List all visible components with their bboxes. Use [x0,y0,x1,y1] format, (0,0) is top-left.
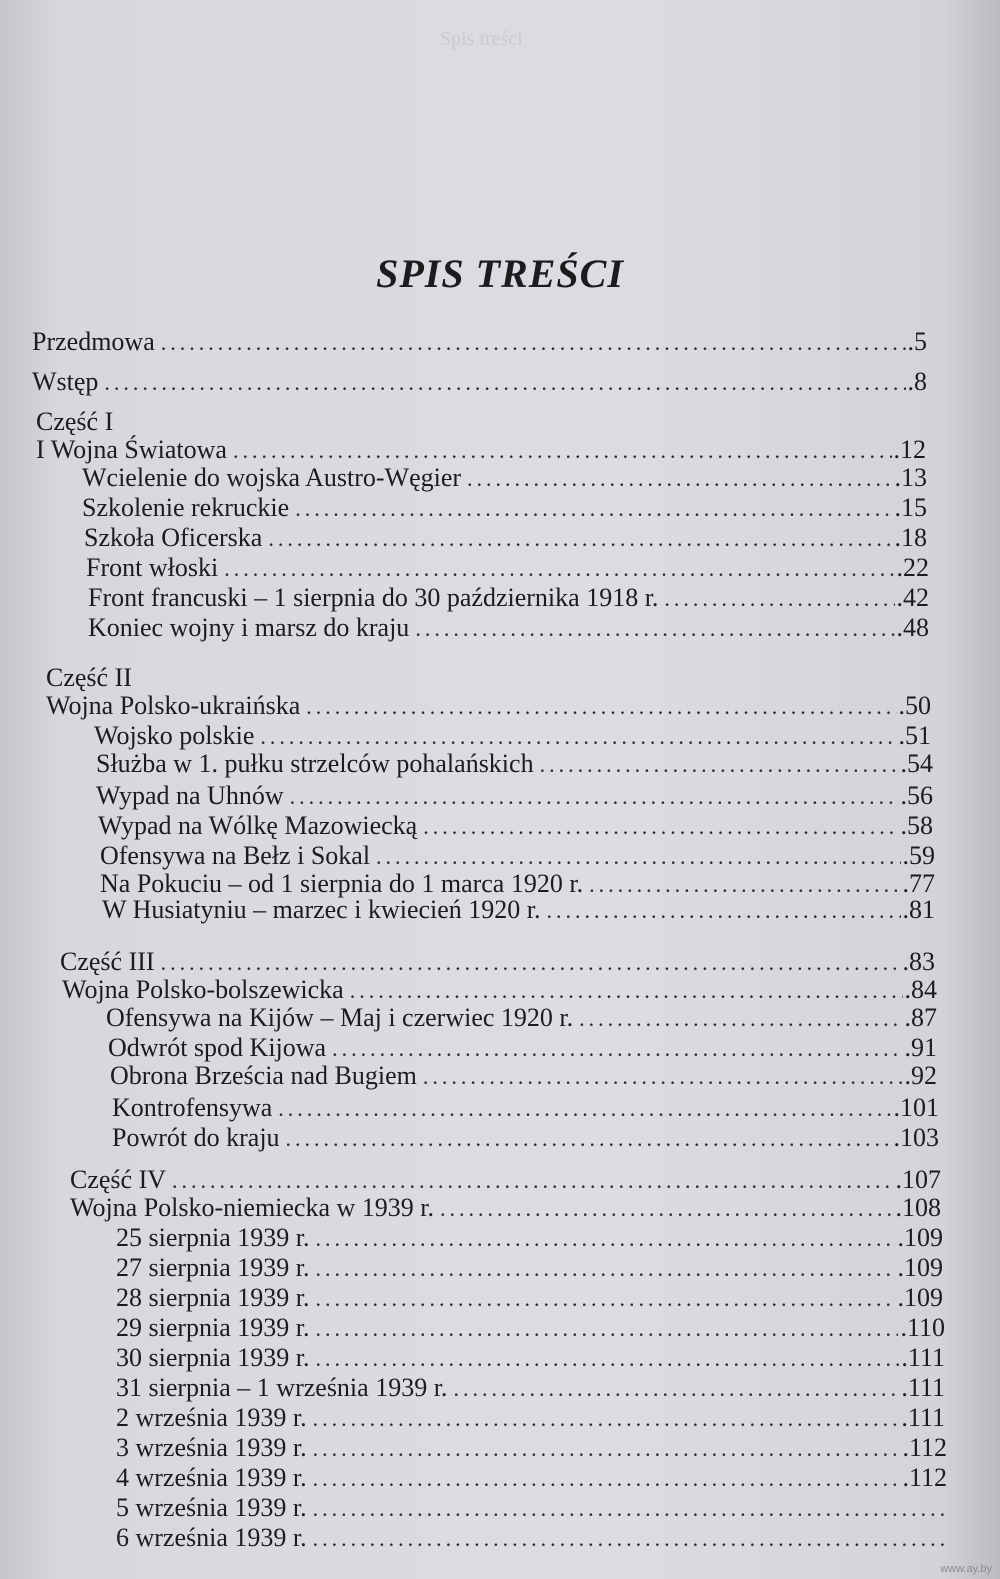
toc-entry-label: Koniec wojny i marsz do kraju [88,613,410,642]
toc-entry-label: 31 sierpnia – 1 września 1939 r. [116,1373,448,1402]
toc-entry-label: Na Pokuciu – od 1 sierpnia do 1 marca 1920 r. [100,869,584,898]
toc-entry-page: .108 [895,1193,941,1222]
toc-entry-label: 2 września 1939 r. [116,1403,307,1432]
toc-entry [96,780,933,812]
toc-entry-label: Wcielenie do wojska Austro-Węgier [82,463,462,492]
toc-entry [84,522,927,554]
toc-entry [82,462,927,494]
dot-leader [306,691,896,723]
toc-entry [96,748,933,780]
toc-entry-label: Część IV [70,1165,167,1194]
toc-entry-page: .109 [897,1223,943,1252]
dot-leader [423,811,898,843]
toc-entry-label: Wojsko polskie [94,721,255,750]
toc-entry-page: .87 [904,1003,937,1032]
toc-entry-page: .22 [896,553,929,582]
dot-leader [547,895,901,927]
toc-entry-page: .50 [898,691,931,720]
toc-entry [116,1432,947,1464]
dot-leader [316,1253,896,1285]
dot-leader [316,1223,896,1255]
toc-entry-label: Wojna Polsko-bolszewicka [62,975,344,1004]
toc-entry [112,1092,939,1124]
toc-entry [116,1312,945,1344]
dot-leader [316,1283,896,1315]
toc-entry-label: 29 sierpnia 1939 r. [116,1313,310,1342]
dot-leader [313,1523,945,1555]
toc-entry [46,690,931,722]
toc-entry-label: Wojna Polsko-ukraińska [46,691,301,720]
toc-entry-page: .51 [898,721,931,750]
toc-entry [88,612,929,644]
toc-entry-label: Szkolenie rekruckie [82,493,290,522]
toc-entry [116,1372,945,1404]
toc-entry-page: .15 [894,493,927,522]
toc-entry-page: .8 [907,367,927,396]
toc-entry [116,1462,947,1494]
toc-entry-label: Front włoski [86,553,219,582]
dot-leader [313,1403,900,1435]
toc-entry-page: .111 [901,1373,945,1402]
dot-leader [415,613,894,645]
toc-entry-label: W Husiatyniu – marzec i kwiecień 1920 r. [102,895,541,924]
toc-entry-page: .48 [896,613,929,642]
bleed-through-text: Spis treści [440,28,523,50]
toc-entry [116,1402,945,1434]
toc-entry-page: .103 [893,1123,939,1152]
dot-leader [423,1061,903,1093]
toc-entry-label: 25 sierpnia 1939 r. [116,1223,310,1252]
toc-entry-label: 3 września 1939 r. [116,1433,307,1462]
toc-entry-page: .18 [894,523,927,552]
toc-entry-page: .112 [902,1433,947,1462]
toc-entry-page: .112 [902,1463,947,1492]
dot-leader [316,1343,900,1375]
watermark: www.ay.by [940,1563,992,1575]
toc-entry-page: .109 [897,1283,943,1312]
dot-leader [104,367,905,399]
toc-entry-label: 4 września 1939 r. [116,1463,307,1492]
toc-entry-page: .109 [897,1253,943,1282]
toc-entry [116,1342,945,1374]
toc-entry-label: Powrót do kraju [112,1123,280,1152]
toc-entry-label: Kontrofensywa [112,1093,273,1122]
toc-entry [82,492,927,524]
toc-entry-page: .5 [907,327,927,356]
toc-entry [106,1002,937,1034]
toc-entry [116,1222,943,1254]
toc-entry-label: Obrona Brześcia nad Bugiem [110,1061,417,1090]
toc-entry-page: .42 [896,583,929,612]
dot-leader [161,327,906,359]
dot-leader [224,553,894,585]
toc-entry-page: .59 [902,841,935,870]
toc-entry [102,894,935,926]
toc-entry-page: .56 [900,781,933,810]
toc-entry-label: 5 września 1939 r. [116,1493,307,1522]
toc-entry [116,1252,943,1284]
dot-leader [313,1493,945,1525]
toc-entry-page: .81 [902,895,935,924]
toc-entry-label: 28 sierpnia 1939 r. [116,1283,310,1312]
toc-entry-page: .54 [900,749,933,778]
dot-leader [664,583,894,615]
toc-entry-label: Wojna Polsko-niemiecka w 1939 r. [70,1193,435,1222]
toc-entry [88,582,929,614]
toc-entry-label: Wypad na Uhnów [96,781,284,810]
toc-entry-label: Front francuski – 1 sierpnia do 30 października 1918 r. [88,583,659,612]
toc-entry-label: I Wojna Światowa [36,435,227,464]
toc-entry-label: Część III [60,947,155,976]
toc-entry-label: Część I [36,407,114,436]
toc-entry-page: .13 [894,463,927,492]
toc-entry [86,552,929,584]
toc-entry-label: 27 sierpnia 1939 r. [116,1253,310,1282]
toc-entry-page: .91 [904,1033,937,1062]
toc-entry [70,1192,941,1224]
toc-entry [98,810,933,842]
toc-entry-label: 30 sierpnia 1939 r. [116,1343,310,1372]
dot-leader [286,1123,892,1155]
page-title: SPIS TREŚCI [376,251,624,296]
toc-entry [116,1492,947,1524]
toc-entry-page: .77 [902,869,935,898]
dot-leader [313,1463,901,1495]
toc-entry-page: .83 [902,947,935,976]
toc-entry [116,1282,943,1314]
toc-entry-page: .12 [893,435,926,464]
toc-entry-page: .111 [901,1403,945,1432]
toc-entry-label: 6 września 1939 r. [116,1523,307,1552]
toc-entry-label: Przedmowa [32,327,155,356]
toc-entry-label: Ofensywa na Bełz i Sokal [100,841,371,870]
toc-entry-label: Odwrót spod Kijowa [108,1033,327,1062]
dot-leader [295,493,892,525]
toc-entry-label: Szkoła Oficerska [84,523,263,552]
toc-entry-label: Służba w 1. pułku strzelców pohalańskich [96,749,534,778]
dot-leader [453,1373,899,1405]
toc-entry-page: .84 [904,975,937,1004]
toc-entry-label: Wstęp [32,367,99,396]
dot-leader [440,1193,893,1225]
toc-entry-page: .107 [895,1165,941,1194]
toc-entry-label: Ofensywa na Kijów – Maj i czerwiec 1920 r. [106,1003,574,1032]
toc-entry [32,366,927,398]
toc-entry-page: .111 [901,1343,945,1372]
dot-leader [579,1003,902,1035]
toc-entry-page: .110 [900,1313,945,1342]
toc-entry-label: Część II [46,663,132,692]
dot-leader [268,523,892,555]
toc-entry [32,326,927,358]
toc-entry [116,1522,947,1554]
toc-entry [110,1060,937,1092]
dot-leader [316,1313,899,1345]
toc-entry [112,1122,939,1154]
dot-leader [467,463,892,495]
dot-leader [290,781,899,813]
dot-leader [278,1093,891,1125]
toc-entry-page: .101 [893,1093,939,1122]
toc-entry-page: .92 [904,1061,937,1090]
dot-leader [540,749,899,781]
toc-entry-page: .58 [900,811,933,840]
dot-leader [313,1433,901,1465]
toc-entry-label: Wypad na Wólkę Mazowiecką [98,811,418,840]
